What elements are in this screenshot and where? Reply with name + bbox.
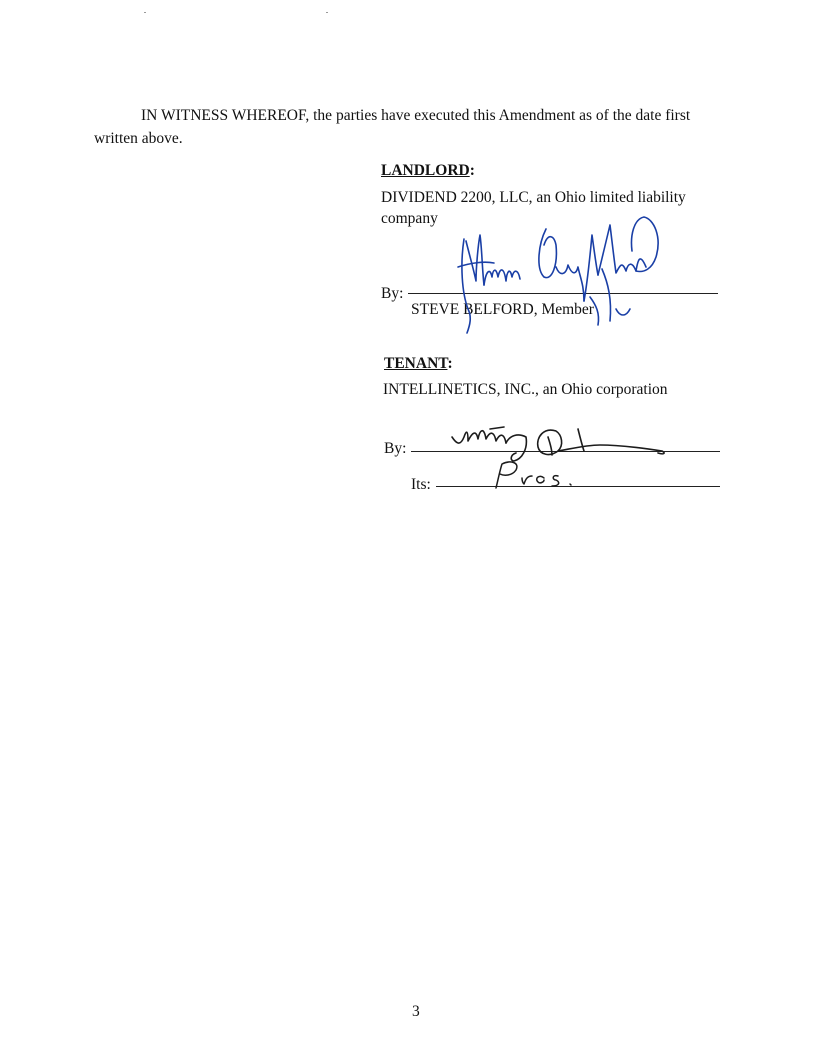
- landlord-heading-colon: :: [469, 162, 475, 179]
- page-number: 3: [412, 1003, 420, 1020]
- scan-speck: [144, 12, 146, 13]
- scan-speck: [326, 12, 328, 13]
- landlord-by-label: By:: [381, 285, 404, 302]
- witness-clause-line-1: IN WITNESS WHEREOF, the parties have executed this Amendment as of the date first: [141, 107, 691, 124]
- tenant-heading: TENANT: [384, 355, 448, 372]
- landlord-signature: [440, 205, 680, 345]
- landlord-entity-line-2: company: [381, 210, 438, 227]
- landlord-heading: LANDLORD: [381, 162, 470, 179]
- tenant-heading-block: [384, 355, 453, 373]
- tenant-heading-colon: :: [447, 355, 453, 372]
- tenant-entity: INTELLINETICS, INC., an Ohio corporation: [383, 381, 668, 398]
- tenant-handwritten-title: [486, 458, 576, 494]
- tenant-its-label: Its:: [411, 476, 431, 493]
- landlord-entity-line-1: DIVIDEND 2200, LLC, an Ohio limited liability: [381, 189, 686, 206]
- landlord-signer-name: STEVE BELFORD, Member: [411, 301, 594, 318]
- landlord-heading-block: [381, 162, 475, 180]
- tenant-by-label: By:: [384, 440, 407, 457]
- witness-clause-line-2: written above.: [94, 130, 183, 147]
